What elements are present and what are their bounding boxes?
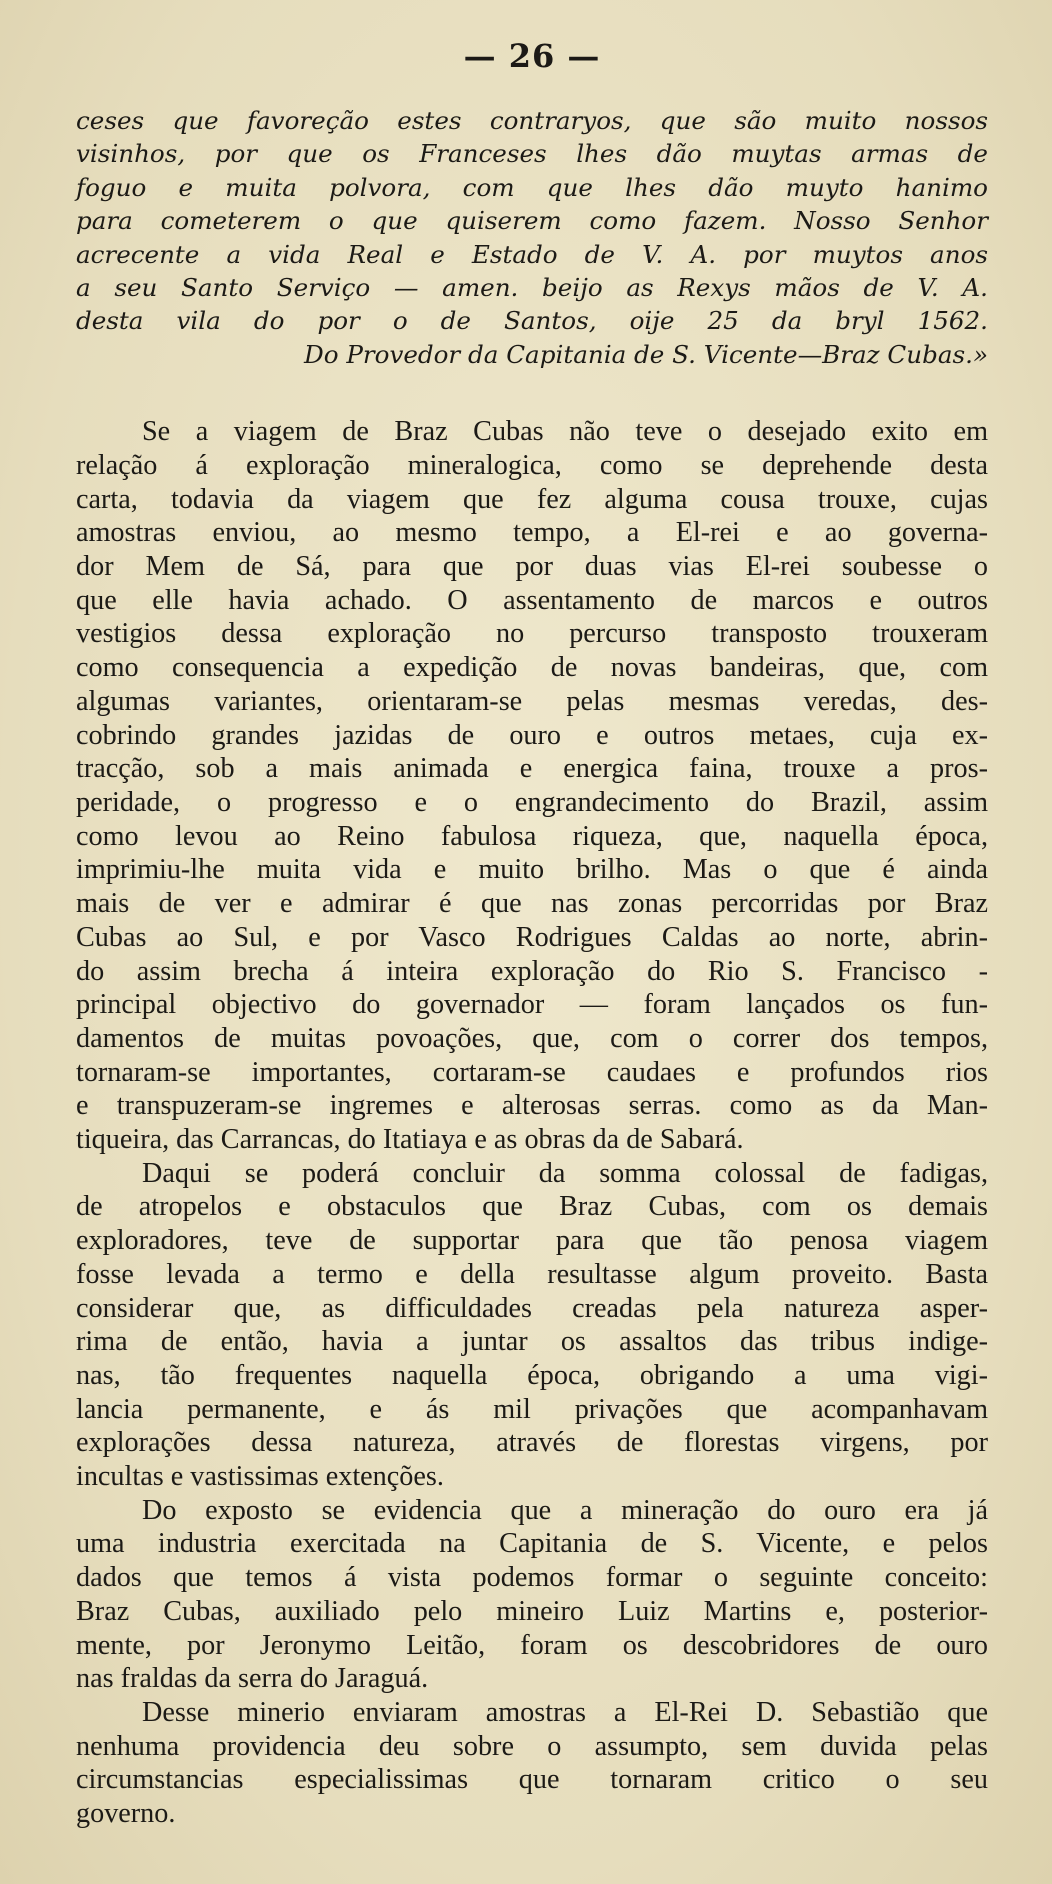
text-line: nas fraldas da serra do Jaraguá.: [76, 1663, 429, 1695]
text-line: e transpuzeram-se ingremes e alterosas serras. como as da Man-: [76, 1090, 988, 1122]
text-line: governo.: [76, 1798, 176, 1830]
letter-line: Do Provedor da Capitania de S. Vicente—Braz Cubas.»: [303, 339, 988, 369]
text-line: do assim brecha á inteira exploração do Rio S. Francisco -: [76, 955, 988, 987]
letter-line: ceses que favoreção estes contraryos, que são muito nossos: [76, 106, 988, 135]
paragraph: [76, 1157, 988, 1494]
text-line: fosse levada a termo e della resultasse algum proveito. Basta: [76, 1258, 988, 1290]
text-line: nenhuma providencia deu sobre o assumpto, sem duvida pelas: [76, 1730, 988, 1762]
paragraph: [76, 1696, 988, 1831]
text-line: mais de ver e admirar é que nas zonas percorridas por Braz: [76, 888, 988, 920]
text-line: incultas e vastissimas extenções.: [76, 1461, 444, 1493]
letter-line: foguo e muita polvora, com que lhes dão muyto hanimo: [76, 172, 988, 202]
letter-quotation: [76, 104, 988, 371]
section-gap: [76, 371, 988, 415]
letter-line: acrecente a vida Real e Estado de V. A. por muytos anos: [76, 239, 988, 269]
text-line: damentos de muitas povoações, que, com o correr dos tempos,: [76, 1022, 988, 1054]
text-line: que elle havia achado. O assentamento de marcos e outros: [76, 584, 988, 616]
text-line: lancia permanente, e ás mil privações que acompanhavam: [76, 1393, 988, 1425]
text-line: Desse minerio enviaram amostras a El-Rei D. Sebastião que: [142, 1696, 988, 1728]
text-line: uma industria exercitada na Capitania de S. Vicente, e pelos: [76, 1528, 988, 1560]
text-line: dor Mem de Sá, para que por duas vias El-rei soubesse o: [76, 551, 988, 583]
text-line: mente, por Jeronymo Leitão, foram os descobridores de ouro: [76, 1629, 988, 1661]
text-line: circumstancias especialissimas que tornaram critico o seu: [76, 1764, 988, 1796]
text-line: rima de então, havia a juntar os assaltos das tribus indige-: [76, 1326, 988, 1358]
paragraph: [76, 415, 988, 1156]
page-number: — 26 —: [463, 37, 601, 75]
text-line: relação á exploração mineralogica, como se deprehende desta: [76, 449, 988, 481]
text-line: tracção, sob a mais animada e energica faina, trouxe a pros-: [76, 753, 988, 785]
text-line: principal objectivo do governador — foram lançados os fun-: [76, 989, 988, 1021]
body-text: [76, 415, 988, 1831]
text-line: Do exposto se evidencia que a mineração do ouro era já: [142, 1494, 988, 1526]
text-line: considerar que, as difficuldades creadas pela natureza asper-: [76, 1292, 988, 1324]
letter-line: desta vila do por o de Santos, oije 25 da bryl 1562.: [76, 306, 988, 336]
text-line: Cubas ao Sul, e por Vasco Rodrigues Caldas ao norte, abrin-: [76, 921, 988, 953]
text-line: tornaram-se importantes, cortaram-se caudaes e profundos rios: [76, 1056, 988, 1088]
text-line: como consequencia a expedição de novas bandeiras, que, com: [76, 652, 988, 684]
text-line: como levou ao Reino fabulosa riqueza, que, naquella época,: [76, 820, 988, 852]
text-line: amostras enviou, ao mesmo tempo, a El-rei e ao governa-: [76, 517, 988, 549]
text-line: tiqueira, das Carrancas, do Itatiaya e as obras da de Sabará.: [76, 1124, 744, 1156]
text-line: carta, todavia da viagem que fez alguma cousa trouxe, cujas: [76, 483, 988, 515]
text-line: imprimiu-lhe muita vida e muito brilho. Mas o que é ainda: [76, 854, 988, 886]
letter-line: a seu Santo Serviço — amen. beijo as Rexys mãos de V. A.: [76, 273, 988, 303]
text-line: vestigios dessa exploração no percurso transposto trouxeram: [76, 618, 988, 650]
text-line: Daqui se poderá concluir da somma colossal de fadigas,: [142, 1157, 988, 1189]
text-line: explorações dessa natureza, através de florestas virgens, por: [76, 1427, 988, 1459]
letter-line: para cometerem o que quiserem como fazem. Nosso Senhor: [76, 206, 988, 236]
text-line: Se a viagem de Braz Cubas não teve o desejado exito em: [142, 416, 988, 448]
text-line: dados que temos á vista podemos formar o seguinte conceito:: [76, 1562, 988, 1594]
text-line: nas, tão frequentes naquella época, obrigando a uma vigi-: [76, 1359, 988, 1391]
text-line: cobrindo grandes jazidas de ouro e outros metaes, cuja ex-: [76, 719, 988, 751]
letter-line: visinhos, por que os Franceses lhes dão muytas armas de: [76, 139, 988, 169]
text-line: exploradores, teve de supportar para que tão penosa viagem: [76, 1225, 988, 1257]
text-line: de atropelos e obstaculos que Braz Cubas, com os demais: [76, 1191, 988, 1223]
text-line: algumas variantes, orientaram-se pelas mesmas veredas, des-: [76, 685, 988, 717]
text-line: Braz Cubas, auxiliado pelo mineiro Luiz Martins e, posterior-: [76, 1595, 988, 1627]
text-line: peridade, o progresso e o engrandecimento do Brazil, assim: [76, 786, 988, 818]
paragraph: [76, 1494, 988, 1696]
